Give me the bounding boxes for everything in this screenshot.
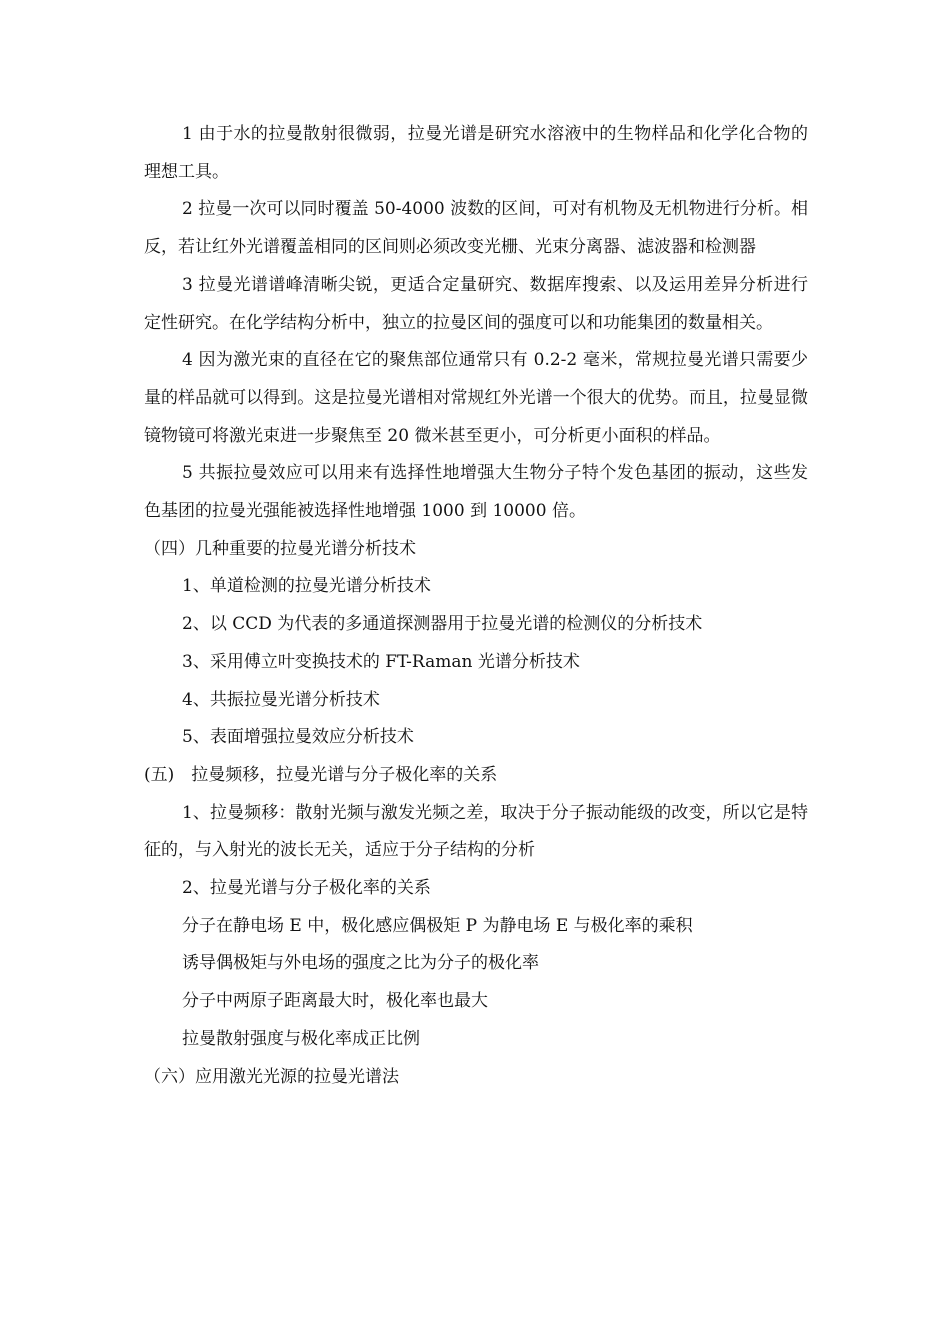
section-heading-4: （四）几种重要的拉曼光谱分析技术: [144, 538, 416, 559]
list-item: 拉曼散射强度与极化率成正比例: [182, 1028, 420, 1049]
list-item: 2、拉曼光谱与分子极化率的关系: [182, 878, 431, 899]
list-item: 1、单道检测的拉曼光谱分析技术: [182, 576, 431, 597]
document-body: [144, 116, 808, 1096]
list-item: 3、采用傅立叶变换技术的 FT-Raman 光谱分析技术: [182, 651, 580, 672]
list-item: 5、表面增强拉曼效应分析技术: [182, 727, 414, 748]
list-item: 分子中两原子距离最大时，极化率也最大: [182, 991, 488, 1012]
paragraph-point-5: 5 共振拉曼效应可以用来有选择性地增强大生物分子特个发色基团的振动，这些发色基团的拉曼光强能被选择性地增强 1000 到 10000 倍。: [144, 463, 808, 522]
paragraph-raman-shift: 1、拉曼频移：散射光频与激发光频之差，取决于分子振动能级的改变，所以它是特征的，与入射光的波长无关，适应于分子结构的分析: [144, 802, 808, 861]
list-item: 分子在静电场 E 中，极化感应偶极矩 P 为静电场 E 与极化率的乘积: [182, 915, 693, 936]
paragraph-point-1: 1 由于水的拉曼散射很微弱，拉曼光谱是研究水溶液中的生物样品和化学化合物的理想工具。: [144, 124, 808, 182]
section-heading-6: （六）应用激光光源的拉曼光谱法: [144, 1066, 399, 1087]
paragraph-point-4: 4 因为激光束的直径在它的聚焦部位通常只有 0.2-2 毫米，常规拉曼光谱只需要少量的样品就可以得到。这是拉曼光谱相对常规红外光谱一个很大的优势。而且，拉曼显微镜物镜可将激光束进一步聚焦至 20 微米甚至更小，可分析更小面积的样品。: [144, 350, 808, 446]
paragraph-point-3: 3 拉曼光谱谱峰清晰尖锐，更适合定量研究、数据库搜索、以及运用差异分析进行定性研究。在化学结构分析中，独立的拉曼区间的强度可以和功能集团的数量相关。: [144, 274, 808, 333]
list-item: 2、以 CCD 为代表的多通道探测器用于拉曼光谱的检测仪的分析技术: [182, 614, 703, 635]
paragraph-point-2: 2 拉曼一次可以同时覆盖 50-4000 波数的区间，可对有机物及无机物进行分析。相反，若让红外光谱覆盖相同的区间则必须改变光栅、光束分离器、滤波器和检测器: [144, 199, 808, 258]
section-heading-5: (五) 拉曼频移，拉曼光谱与分子极化率的关系: [144, 764, 498, 785]
list-item: 4、共振拉曼光谱分析技术: [182, 689, 380, 710]
list-item: 诱导偶极矩与外电场的强度之比为分子的极化率: [182, 953, 539, 974]
